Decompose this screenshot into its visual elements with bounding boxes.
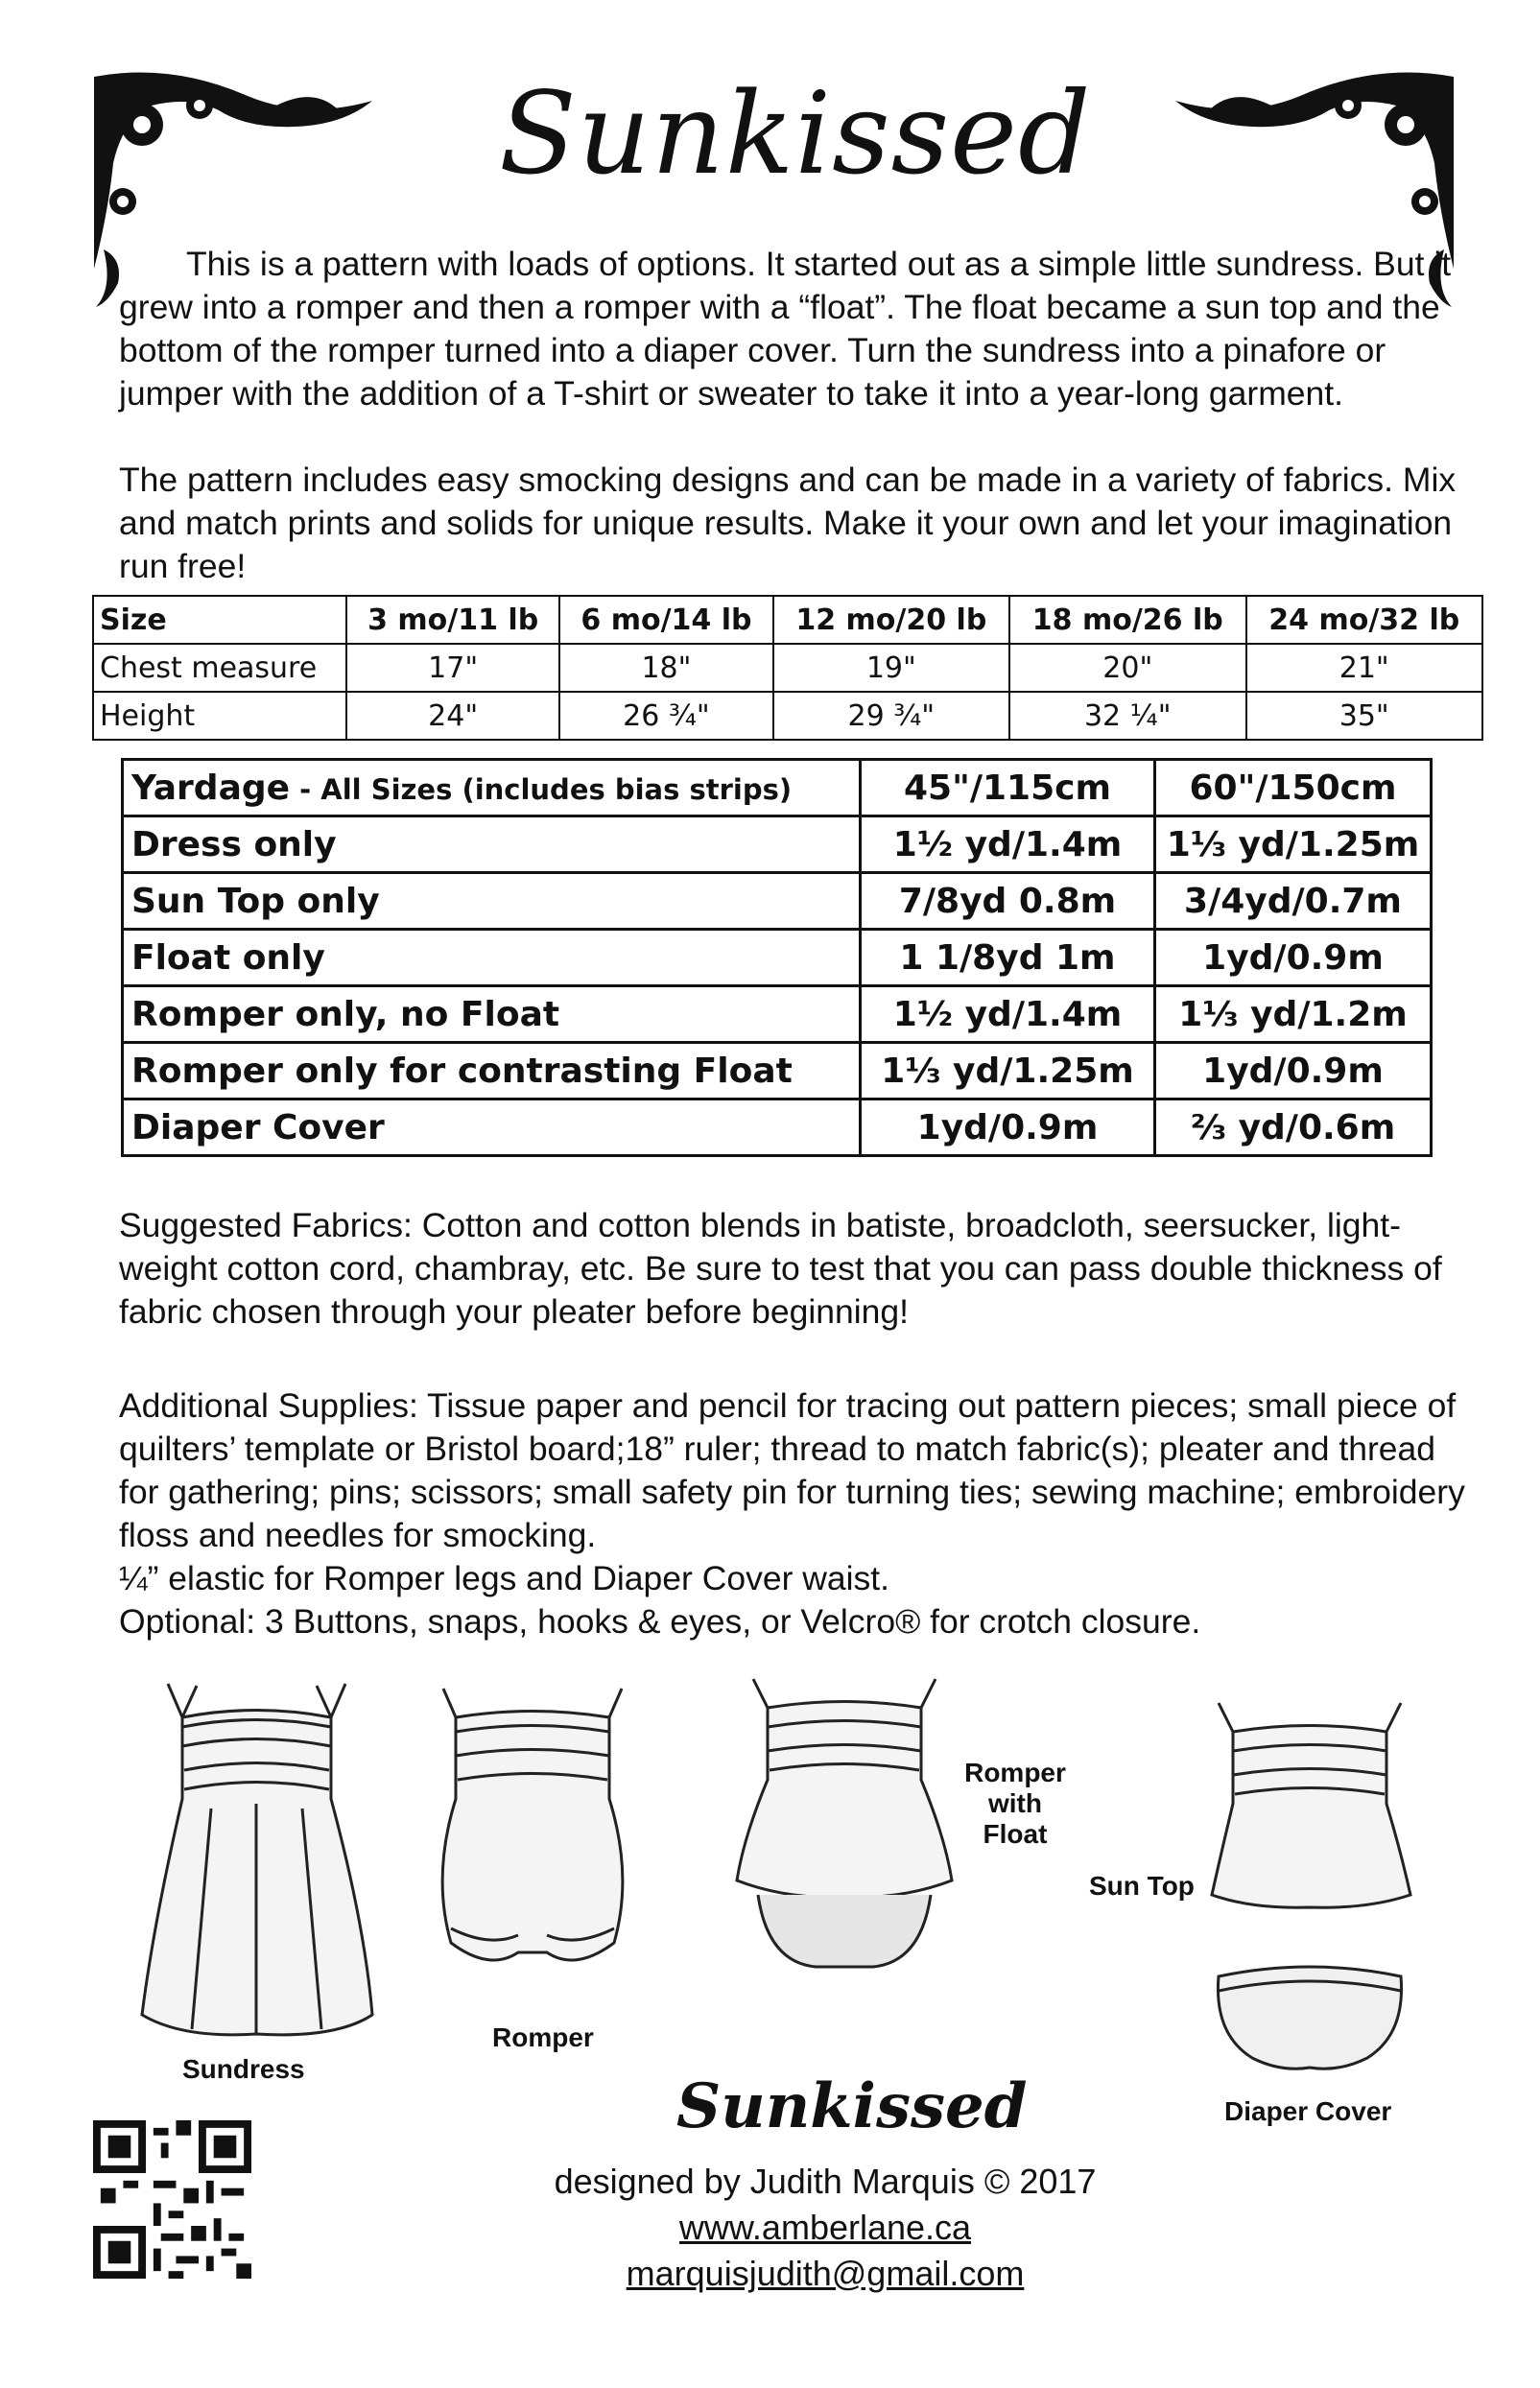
table-cell: 17" (346, 644, 559, 692)
caption-sun-top: Sun Top (1089, 1871, 1195, 1901)
table-row (123, 1043, 1432, 1099)
footer-logo: Sunkissed (676, 2070, 1028, 2142)
table-cell: 29 ¾" (773, 692, 1009, 740)
yardage-title: Yardage (131, 768, 291, 808)
caption-romper-with-float (938, 1758, 1092, 1850)
optional-note: Optional: 3 Buttons, snaps, hooks & eyes, or Velcro® for crotch closure. (119, 1602, 1201, 1641)
table-row (123, 986, 1432, 1043)
size-header-cell: 18 mo/26 lb (1009, 596, 1245, 644)
sun-top-and-diaper-illustration (1195, 1698, 1425, 2082)
table-cell: 26 ¾" (559, 692, 772, 740)
row-label: Romper only, no Float (123, 986, 861, 1043)
table-cell: 21" (1246, 644, 1483, 692)
table-cell: 1 1/8yd 1m (861, 930, 1155, 986)
designer-credit: designed by Judith Marquis © 2017 (554, 2162, 1097, 2201)
table-cell: 3/4yd/0.7m (1155, 873, 1432, 930)
row-label: Diaper Cover (123, 1099, 861, 1156)
romper-float-illustration (729, 1674, 960, 1991)
size-table-header-row (93, 596, 1482, 644)
table-cell: 24" (346, 692, 559, 740)
table-cell: 7/8yd 0.8m (861, 873, 1155, 930)
table-cell: 32 ¼" (1009, 692, 1245, 740)
caption-diaper-cover: Diaper Cover (1224, 2096, 1392, 2126)
table-cell: 18" (559, 644, 772, 692)
yardage-header-cell: 60"/150cm (1155, 760, 1432, 816)
table-cell: 1yd/0.9m (861, 1099, 1155, 1156)
website-link[interactable]: www.amberlane.ca (678, 2208, 972, 2247)
size-header-cell: 24 mo/32 lb (1246, 596, 1483, 644)
size-header-cell: 6 mo/14 lb (559, 596, 772, 644)
size-header-cell: 12 mo/20 lb (773, 596, 1009, 644)
size-header-cell: Size (93, 596, 346, 644)
suggested-fabrics: Suggested Fabrics: Cotton and cotton blends in batiste, broadcloth, seersucker, light-weight cotton cord, chambray, etc. Be sure to test that you can pass double thickness of fabric chosen through your pleater before beginning! (119, 1206, 1442, 1331)
table-row (123, 930, 1432, 986)
size-table (92, 595, 1483, 741)
yardage-table (121, 758, 1433, 1157)
yardage-subtitle: - All Sizes (includes bias strips) (290, 772, 793, 806)
caption-line: Romper with (964, 1758, 1066, 1818)
sundress-illustration (125, 1674, 389, 2048)
row-label: Romper only for contrasting Float (123, 1043, 861, 1099)
table-row (123, 816, 1432, 873)
caption-line: Float (983, 1819, 1048, 1849)
size-header-cell: 3 mo/11 lb (346, 596, 559, 644)
table-cell: 1yd/0.9m (1155, 1043, 1432, 1099)
row-label: Height (93, 692, 346, 740)
table-cell: 20" (1009, 644, 1245, 692)
intro-paragraph-2: The pattern includes easy smocking designs and can be made in a variety of fabrics. Mix and match prints and solids for unique results. Make it your own and let your imagination run free! (119, 461, 1457, 585)
page-title: Sunkissed (499, 67, 1092, 200)
row-label: Chest measure (93, 644, 346, 692)
caption-romper: Romper (492, 2022, 594, 2052)
row-label: Dress only (123, 816, 861, 873)
table-cell: 19" (773, 644, 1009, 692)
table-row (123, 1099, 1432, 1156)
additional-supplies (119, 1384, 1481, 1643)
yardage-header-cell: 45"/115cm (861, 760, 1155, 816)
caption-sundress: Sundress (182, 2054, 305, 2084)
table-row (93, 692, 1482, 740)
intro-paragraph: This is a pattern with loads of options. It started out as a simple little sundress. But it grew into a romper and then a romper with a “float”. The float became a sun top and the bottom of the romper turned into a diaper cover. Turn the sundress into a pinafore or jumper with the addition of a T-shirt or sweater to take it into a year-long garment. (119, 245, 1452, 413)
qr-code (93, 2120, 251, 2279)
table-cell: 1yd/0.9m (1155, 930, 1432, 986)
yardage-header-label (123, 760, 861, 816)
table-cell: 1½ yd/1.4m (861, 986, 1155, 1043)
supplies-text: Additional Supplies: Tissue paper and pencil for tracing out pattern pieces; small piece of quilters’ template or Bristol board;18” ruler; thread to match fabric(s); pleater and thread for gathering; pins; scissors; small safety pin for turning ties; sewing machine; embroidery floss and needles for smocking. (119, 1386, 1465, 1554)
row-label: Float only (123, 930, 861, 986)
table-cell: ⅔ yd/0.6m (1155, 1099, 1432, 1156)
table-cell: 1⅓ yd/1.25m (861, 1043, 1155, 1099)
table-row (93, 644, 1482, 692)
yardage-header-row (123, 760, 1432, 816)
table-cell: 1⅓ yd/1.2m (1155, 986, 1432, 1043)
table-cell: 1⅓ yd/1.25m (1155, 816, 1432, 873)
elastic-note: ¼” elastic for Romper legs and Diaper Cover waist. (119, 1559, 890, 1597)
romper-illustration (422, 1684, 643, 1991)
row-label: Sun Top only (123, 873, 861, 930)
table-row (123, 873, 1432, 930)
table-cell: 1½ yd/1.4m (861, 816, 1155, 873)
email-link[interactable]: marquisjudith@gmail.com (626, 2254, 1025, 2293)
table-cell: 35" (1246, 692, 1483, 740)
